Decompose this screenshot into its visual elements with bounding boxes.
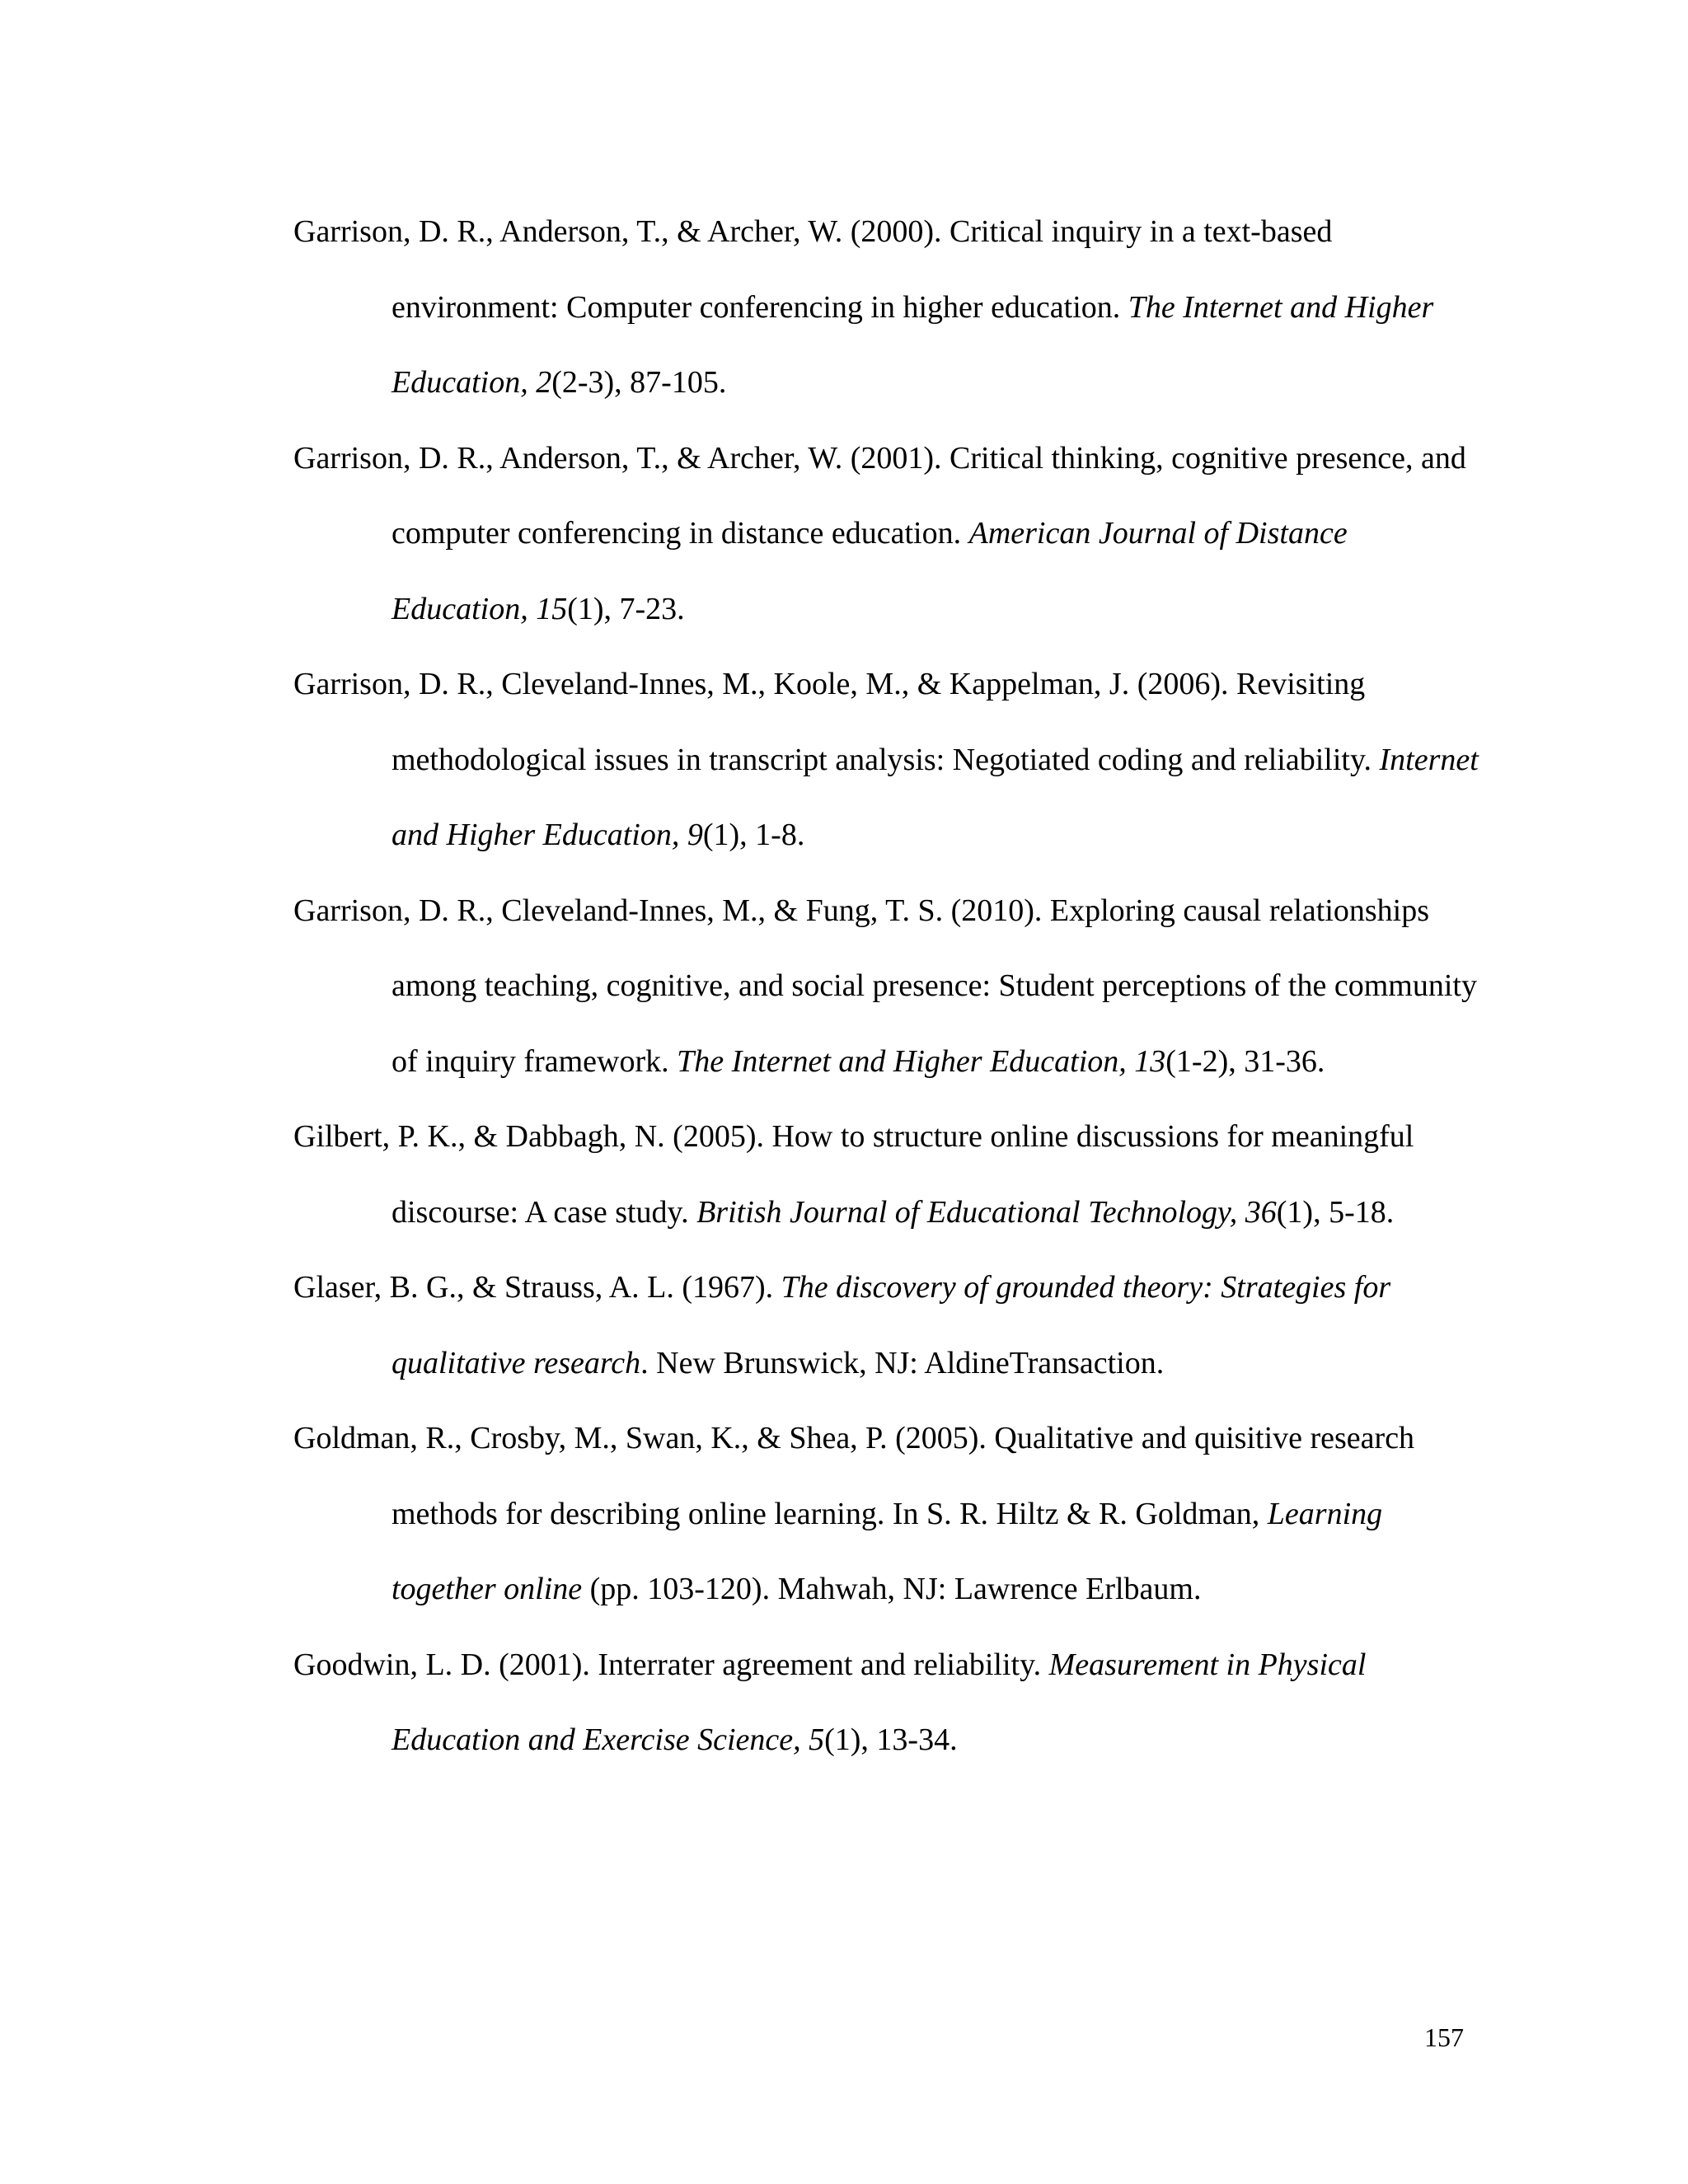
page-number: 157 [1424, 2022, 1464, 2052]
reference-source-title: The Internet and Higher Education, 13 [677, 1043, 1166, 1079]
reference-text-segment: (2-3), 87-105. [551, 365, 727, 400]
reference-text-segment: Garrison, D. R., Cleveland-Innes, M., & Fung, T. S. (2010). Exploring causal relationships among teaching, cognitive, and social presence: Student perceptions of the community of inquiry framework. [293, 893, 1477, 1079]
reference-text-segment: Gilbert, P. K., & Dabbagh, N. (2005). How to structure online discussions for meaningful discourse: A case study. [293, 1119, 1414, 1230]
reference-entry-gilbert-2005 [293, 1099, 1480, 1250]
reference-text-segment: (1), 5-18. [1276, 1194, 1395, 1230]
reference-text-segment: Glaser, B. G., & Strauss, A. L. (1967). [293, 1270, 781, 1305]
reference-text-segment: (1), 13-34. [824, 1722, 958, 1757]
reference-entry-garrison-2000 [293, 194, 1480, 421]
reference-text-segment: (1), 1-8. [702, 818, 805, 852]
reference-text-segment: (1-2), 31-36. [1165, 1043, 1325, 1079]
reference-entry-garrison-2010 [293, 874, 1480, 1100]
reference-source-title: American Journal of Distance Education, 15 [392, 516, 1348, 626]
reference-entry-garrison-2001 [293, 421, 1480, 648]
reference-source-title: British Journal of Educational Technology, 36 [696, 1194, 1277, 1230]
reference-list [293, 194, 1480, 1779]
reference-text-segment: Goodwin, L. D. (2001). Interrater agreement and reliability. [293, 1647, 1049, 1682]
reference-text-segment: Goldman, R., Crosby, M., Swan, K., & Shea, P. (2005). Qualitative and quisitive research methods for describing online learning. In S. R. Hiltz & R. Goldman, [293, 1421, 1415, 1531]
reference-entry-garrison-2006 [293, 647, 1480, 874]
reference-text-segment: (pp. 103-120). Mahwah, NJ: Lawrence Erlbaum. [582, 1572, 1202, 1606]
reference-source-title: The discovery of grounded theory: Strategies for qualitative research [392, 1270, 1391, 1380]
reference-source-title: Internet and Higher Education, 9 [392, 742, 1479, 852]
reference-source-title: The Internet and Higher Education, 2 [392, 289, 1434, 400]
reference-entry-goldman-2005 [293, 1401, 1480, 1628]
reference-source-title: Measurement in Physical Education and Exercise Science, 5 [392, 1647, 1367, 1757]
reference-text-segment: (1), 7-23. [567, 591, 685, 626]
reference-text-segment: Garrison, D. R., Anderson, T., & Archer, W. (2001). Critical thinking, cognitive presence, and computer conferencing in distance education. [293, 440, 1466, 551]
reference-entry-glaser-1967 [293, 1250, 1480, 1401]
reference-text-segment: . New Brunswick, NJ: AldineTransaction. [640, 1345, 1165, 1380]
reference-text-segment: Garrison, D. R., Anderson, T., & Archer, W. (2000). Critical inquiry in a text-based environment: Computer conferencing in higher education. [293, 214, 1333, 325]
reference-source-title: Learning together online [392, 1496, 1383, 1606]
reference-entry-goodwin-2001 [293, 1628, 1480, 1779]
reference-text-segment: Garrison, D. R., Cleveland-Innes, M., Koole, M., & Kappelman, J. (2006). Revisiting methodological issues in transcript analysis: Negotiated coding and reliability. [293, 667, 1380, 777]
